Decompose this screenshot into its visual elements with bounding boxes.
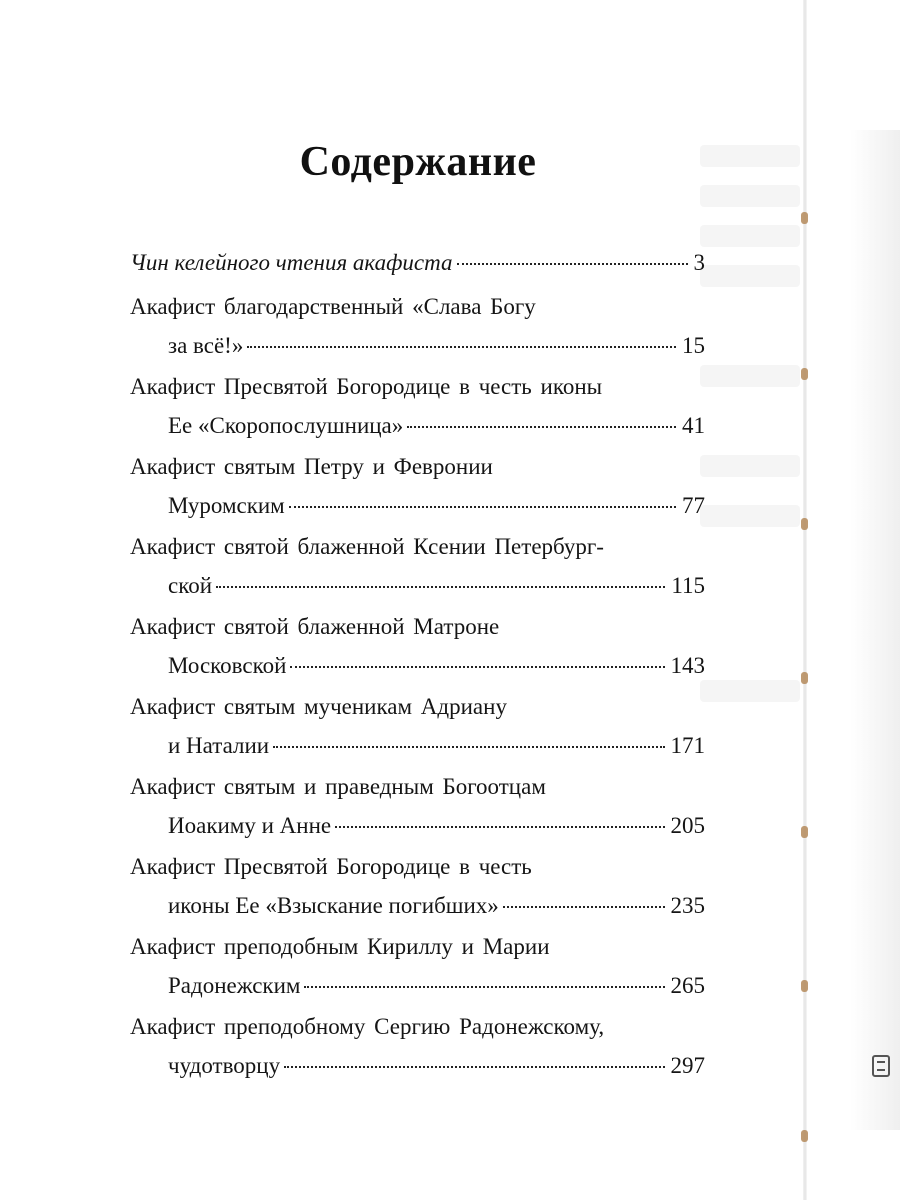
toc-page-number: 265 [670,973,705,998]
toc-page-number: 115 [671,573,705,598]
adjacent-page-edge [850,130,900,1130]
binding-stitch [801,980,808,992]
dot-leader [289,506,676,508]
dot-leader [284,1066,664,1068]
show-through-line [700,455,800,477]
show-through-line [700,680,800,702]
toc-entry-title: Акафист преподобным Кириллу и Марии [130,934,550,959]
binding-stitch [801,212,808,224]
toc-entry[interactable] [130,687,705,765]
show-through-line [700,365,800,387]
toc-entry[interactable] [130,927,705,1005]
toc-entry-title: Акафист святым Петру и Февронии [130,454,493,479]
toc-page-number: 77 [682,493,705,518]
toc-entry-title-continued: Муромским [168,493,285,518]
toc-entry-title-continued: Ее «Скоропослушница» [168,413,404,438]
toc-entry[interactable] [130,527,705,605]
binding-stitch [801,368,808,380]
toc-entry-title: Акафист святым и праведным Богоотцам [130,774,546,799]
toc-page-number: 205 [670,813,705,838]
toc-entry[interactable] [130,847,705,925]
binding-stitch [801,518,808,530]
dot-leader [304,986,664,988]
dot-leader [247,346,676,348]
dot-leader [290,666,664,668]
toc-entry[interactable] [130,367,705,445]
toc-entry-title-continued: ской [168,573,213,598]
toc-page-number: 171 [670,733,705,758]
toc-entry-title-continued: Московской [168,653,287,678]
toc-entry-title: Акафист Пресвятой Богородице в честь [130,854,532,879]
dot-leader [273,746,664,748]
table-of-contents [130,243,705,1087]
toc-entry-title: Акафист святым мученикам Адриану [130,694,507,719]
toc-entry[interactable] [130,243,705,282]
binding-stitch [801,672,808,684]
toc-page-number: 143 [670,653,705,678]
dot-leader [216,586,665,588]
toc-page-number: 297 [670,1053,705,1078]
show-through-line [700,225,800,247]
page-title: Содержание [299,139,537,185]
toc-entry-title: Чин келейного чтения акафиста [130,250,453,275]
dot-leader [503,906,665,908]
show-through-line [700,265,800,287]
dot-leader [457,263,688,265]
toc-page-number: 235 [670,893,705,918]
toc-entry[interactable] [130,447,705,525]
toc-page-number: 3 [693,250,705,275]
dot-leader [335,826,664,828]
toc-entry[interactable] [130,767,705,845]
toc-entry[interactable] [130,1007,705,1085]
toc-page-number: 15 [682,333,705,358]
toc-entry-title: Акафист благодарственный «Слава Богу [130,294,536,319]
dot-leader [407,426,676,428]
toc-entry[interactable] [130,607,705,685]
toc-entry-title: Акафист преподобному Сергию Радонежскому, [130,1014,605,1039]
toc-entry-title-continued: Иоакиму и Анне [168,813,332,838]
show-through-line [700,505,800,527]
toc-entry-title: Акафист святой блаженной Матроне [130,614,500,639]
toc-entry-title-continued: чудотворцу [168,1053,281,1078]
toc-entry-title-continued: Радонежским [168,973,301,998]
toc-entry-title: Акафист Пресвятой Богородице в честь иконы [130,374,603,399]
toc-entry[interactable] [130,287,705,365]
toc-page-number: 41 [682,413,705,438]
toc-entry-title: Акафист святой блаженной Ксении Петербург- [130,534,604,559]
show-through-line [700,185,800,207]
page-corner-mark-icon [872,1055,890,1077]
binding-stitch [801,1130,808,1142]
toc-entry-title-continued: иконы Ее «Взыскание погибших» [168,893,499,918]
toc-entry-title-continued: и Наталии [168,733,270,758]
binding-stitch [801,826,808,838]
toc-entry-title-continued: за всё!» [168,333,244,358]
